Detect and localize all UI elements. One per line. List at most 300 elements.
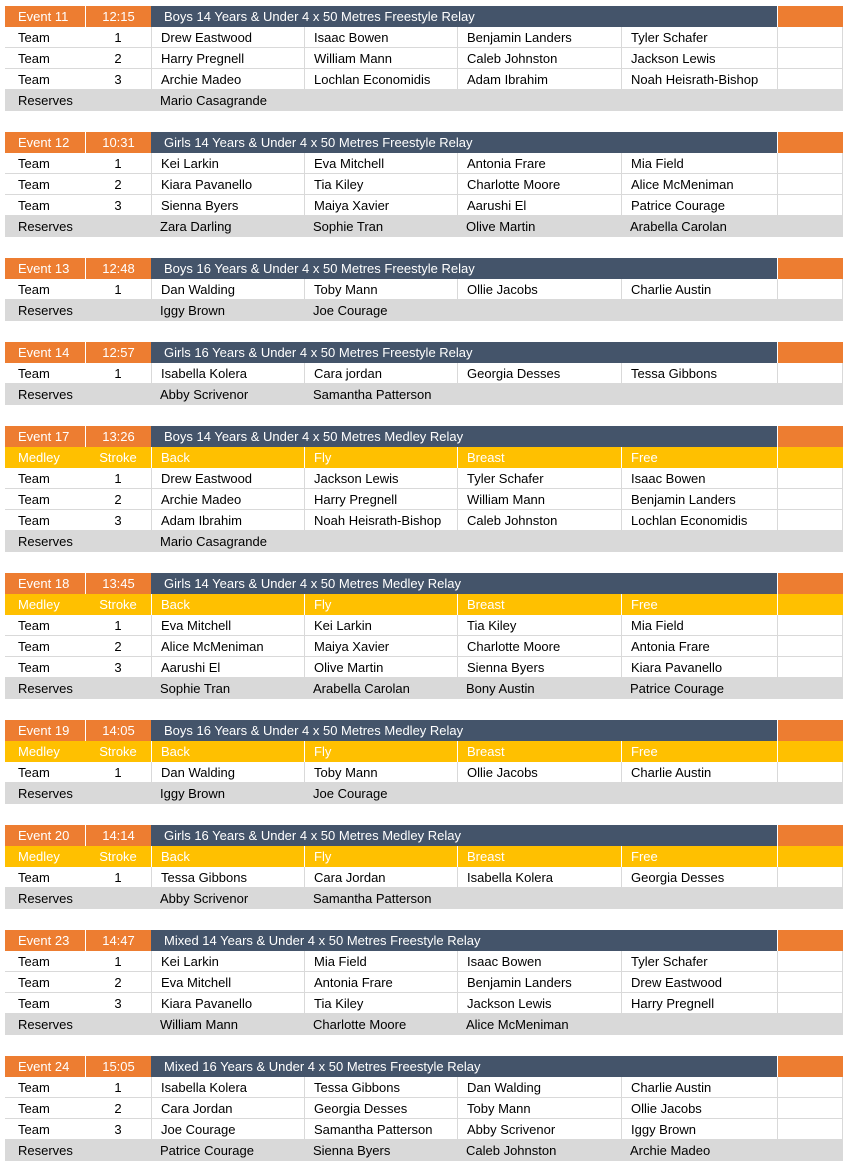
reserves-blank <box>85 678 151 699</box>
team-number: 1 <box>85 468 151 489</box>
team-label: Team <box>5 279 85 300</box>
team-spacer <box>777 174 843 195</box>
swimmer-name: Drew Eastwood <box>621 972 777 993</box>
team-row <box>5 972 843 993</box>
swimmer-name: Eva Mitchell <box>151 615 304 636</box>
stroke-back-label: Back <box>151 846 304 867</box>
team-spacer <box>777 636 843 657</box>
team-number: 1 <box>85 1077 151 1098</box>
stroke-fly-label: Fly <box>304 594 457 615</box>
swimmer-name: Cara Jordan <box>151 1098 304 1119</box>
team-row <box>5 69 843 90</box>
reserve-name <box>621 888 777 909</box>
swimmer-name: Sienna Byers <box>457 657 621 678</box>
swimmer-name: Adam Ibrahim <box>151 510 304 531</box>
reserve-name: Abby Scrivenor <box>160 891 249 906</box>
swimmer-name: Georgia Desses <box>457 363 621 384</box>
swimmer-name: Kiara Pavanello <box>621 657 777 678</box>
event-title: Mixed 14 Years & Under 4 x 50 Metres Freestyle Relay <box>151 930 777 951</box>
reserves-row <box>5 216 843 237</box>
team-label: Team <box>5 972 85 993</box>
swimmer-name: Dan Walding <box>151 762 304 783</box>
swimmer-name: Charlie Austin <box>621 279 777 300</box>
stroke-breast-label: Breast <box>457 846 621 867</box>
reserve-name: Charlotte Moore <box>313 1017 407 1032</box>
header-spacer <box>777 342 843 363</box>
swimmer-name: Maiya Xavier <box>304 636 457 657</box>
event-number: Event 12 <box>5 132 85 153</box>
swimmer-name: Maiya Xavier <box>304 195 457 216</box>
event-title: Boys 14 Years & Under 4 x 50 Metres Medley Relay <box>151 426 777 447</box>
swimmer-name: Benjamin Landers <box>621 489 777 510</box>
swimmer-name: Iggy Brown <box>621 1119 777 1140</box>
stroke-spacer <box>777 594 843 615</box>
event-number: Event 13 <box>5 258 85 279</box>
reserve-name: Bony Austin <box>466 681 535 696</box>
stroke-stroke-label: Stroke <box>99 450 137 465</box>
team-spacer <box>777 489 843 510</box>
swimmer-name: Lochlan Economidis <box>621 510 777 531</box>
event-time: 14:47 <box>85 930 151 951</box>
event-header-row <box>5 6 843 27</box>
stroke-free-label: Free <box>621 741 777 762</box>
swimmer-name: Eva Mitchell <box>151 972 304 993</box>
reserves-row <box>5 531 843 552</box>
team-label: Team <box>5 993 85 1014</box>
swimmer-name: Aarushi El <box>457 195 621 216</box>
team-label: Team <box>5 510 85 531</box>
reserve-name: Patrice Courage <box>630 681 724 696</box>
reserve-name: Samantha Patterson <box>313 387 432 402</box>
reserves-row <box>5 90 843 111</box>
reserve-name <box>621 531 777 552</box>
reserves-spacer <box>777 300 843 321</box>
team-spacer <box>777 510 843 531</box>
team-label: Team <box>5 468 85 489</box>
reserve-name: Arabella Carolan <box>630 219 727 234</box>
team-spacer <box>777 951 843 972</box>
team-row <box>5 468 843 489</box>
reserves-spacer <box>777 384 843 405</box>
event-title: Boys 16 Years & Under 4 x 50 Metres Freestyle Relay <box>151 258 777 279</box>
reserves-row <box>5 888 843 909</box>
team-row <box>5 174 843 195</box>
team-row <box>5 279 843 300</box>
reserve-name: Patrice Courage <box>160 1143 254 1158</box>
reserves-row <box>5 384 843 405</box>
team-number: 2 <box>85 972 151 993</box>
reserves-blank <box>85 1140 151 1161</box>
event-block <box>5 930 843 1035</box>
reserve-name: Olive Martin <box>466 219 536 234</box>
reserve-name <box>457 384 621 405</box>
header-spacer <box>777 930 843 951</box>
reserve-name <box>304 531 457 552</box>
stroke-fly-label: Fly <box>304 741 457 762</box>
event-header-row <box>5 342 843 363</box>
event-time: 14:14 <box>85 825 151 846</box>
reserve-name <box>457 300 621 321</box>
event-header-row <box>5 426 843 447</box>
swimmer-name: Jackson Lewis <box>621 48 777 69</box>
swimmer-name: Isaac Bowen <box>304 27 457 48</box>
header-spacer <box>777 825 843 846</box>
team-number: 3 <box>85 510 151 531</box>
reserve-name: Iggy Brown <box>160 303 226 318</box>
swimmer-name: Kei Larkin <box>151 153 304 174</box>
reserves-blank <box>85 300 151 321</box>
reserves-blank <box>85 90 151 111</box>
event-time: 12:15 <box>85 6 151 27</box>
reserves-row <box>5 300 843 321</box>
team-spacer <box>777 1077 843 1098</box>
reserves-spacer <box>777 1140 843 1161</box>
reserve-name: Samantha Patterson <box>313 891 432 906</box>
event-number: Event 20 <box>5 825 85 846</box>
reserve-name <box>621 300 777 321</box>
event-title: Girls 16 Years & Under 4 x 50 Metres Medley Relay <box>151 825 777 846</box>
swimmer-name: Isabella Kolera <box>457 867 621 888</box>
swimmer-name: Noah Heisrath-Bishop <box>304 510 457 531</box>
swimmer-name: Toby Mann <box>304 762 457 783</box>
event-block <box>5 573 843 699</box>
reserve-name: Sophie Tran <box>160 681 231 696</box>
event-block <box>5 426 843 552</box>
team-row <box>5 615 843 636</box>
reserve-name: Iggy Brown <box>160 786 226 801</box>
reserves-blank <box>85 216 151 237</box>
reserve-name: Alice McMeniman <box>466 1017 569 1032</box>
event-time: 13:26 <box>85 426 151 447</box>
swimmer-name: Joe Courage <box>151 1119 304 1140</box>
header-spacer <box>777 573 843 594</box>
reserves-row <box>5 1140 843 1161</box>
event-header-row <box>5 258 843 279</box>
team-row <box>5 153 843 174</box>
reserve-name <box>457 90 621 111</box>
event-time: 12:57 <box>85 342 151 363</box>
team-spacer <box>777 657 843 678</box>
event-block <box>5 825 843 909</box>
team-label: Team <box>5 27 85 48</box>
stroke-spacer <box>777 447 843 468</box>
stroke-free-label: Free <box>621 594 777 615</box>
swimmer-name: William Mann <box>457 489 621 510</box>
swimmer-name: Tessa Gibbons <box>621 363 777 384</box>
event-time: 14:05 <box>85 720 151 741</box>
swimmer-name: Alice McMeniman <box>621 174 777 195</box>
swimmer-name: Harry Pregnell <box>304 489 457 510</box>
team-number: 3 <box>85 657 151 678</box>
stroke-stroke-label: Stroke <box>99 744 137 759</box>
swimmer-name: Dan Walding <box>457 1077 621 1098</box>
reserves-spacer <box>777 678 843 699</box>
reserves-spacer <box>777 216 843 237</box>
event-header-row <box>5 573 843 594</box>
team-label: Team <box>5 615 85 636</box>
team-number: 1 <box>85 867 151 888</box>
reserve-name: Sophie Tran <box>313 219 384 234</box>
team-row <box>5 951 843 972</box>
team-label: Team <box>5 69 85 90</box>
swimmer-name: Tessa Gibbons <box>304 1077 457 1098</box>
team-spacer <box>777 1098 843 1119</box>
team-spacer <box>777 363 843 384</box>
swimmer-name: Drew Eastwood <box>151 468 304 489</box>
swimmer-name: Samantha Patterson <box>304 1119 457 1140</box>
swimmer-name: Noah Heisrath-Bishop <box>621 69 777 90</box>
team-number: 3 <box>85 69 151 90</box>
event-block <box>5 258 843 321</box>
team-label: Team <box>5 867 85 888</box>
swimmer-name: Abby Scrivenor <box>457 1119 621 1140</box>
swimmer-name: Kei Larkin <box>151 951 304 972</box>
swimmer-name: Ollie Jacobs <box>621 1098 777 1119</box>
header-spacer <box>777 1056 843 1077</box>
reserves-spacer <box>777 90 843 111</box>
reserves-label: Reserves <box>18 219 73 234</box>
swimmer-name: Georgia Desses <box>304 1098 457 1119</box>
team-spacer <box>777 195 843 216</box>
reserves-label: Reserves <box>18 681 73 696</box>
swimmer-name: Toby Mann <box>457 1098 621 1119</box>
swimmer-name: Patrice Courage <box>621 195 777 216</box>
swimmer-name: Kiara Pavanello <box>151 993 304 1014</box>
swimmer-name: Caleb Johnston <box>457 510 621 531</box>
event-title: Girls 14 Years & Under 4 x 50 Metres Medley Relay <box>151 573 777 594</box>
reserve-name: Joe Courage <box>313 786 388 801</box>
reserve-name <box>621 1014 777 1035</box>
swimmer-name: Mia Field <box>621 615 777 636</box>
stroke-header-row <box>5 846 843 867</box>
team-number: 1 <box>85 279 151 300</box>
event-header-row <box>5 132 843 153</box>
reserves-label: Reserves <box>18 303 73 318</box>
swimmer-name: Harry Pregnell <box>151 48 304 69</box>
reserves-label: Reserves <box>18 891 73 906</box>
swimmer-name: Georgia Desses <box>621 867 777 888</box>
header-spacer <box>777 720 843 741</box>
stroke-medley-label: Medley <box>18 744 60 759</box>
team-row <box>5 657 843 678</box>
team-row <box>5 762 843 783</box>
team-number: 1 <box>85 762 151 783</box>
team-label: Team <box>5 363 85 384</box>
team-spacer <box>777 867 843 888</box>
reserves-label: Reserves <box>18 93 73 108</box>
event-time: 10:31 <box>85 132 151 153</box>
stroke-header-row <box>5 447 843 468</box>
team-label: Team <box>5 1119 85 1140</box>
event-title: Girls 16 Years & Under 4 x 50 Metres Freestyle Relay <box>151 342 777 363</box>
reserves-label: Reserves <box>18 1017 73 1032</box>
stroke-medley-label: Medley <box>18 597 60 612</box>
relay-sheet <box>5 6 843 1161</box>
event-number: Event 23 <box>5 930 85 951</box>
stroke-header-row <box>5 741 843 762</box>
event-time: 12:48 <box>85 258 151 279</box>
reserve-name: Abby Scrivenor <box>160 387 249 402</box>
reserves-row <box>5 783 843 804</box>
reserve-name <box>457 783 621 804</box>
event-time: 13:45 <box>85 573 151 594</box>
swimmer-name: Isabella Kolera <box>151 363 304 384</box>
team-label: Team <box>5 48 85 69</box>
team-row <box>5 1119 843 1140</box>
stroke-breast-label: Breast <box>457 594 621 615</box>
reserves-blank <box>85 1014 151 1035</box>
swimmer-name: Caleb Johnston <box>457 48 621 69</box>
reserve-name: Sienna Byers <box>313 1143 391 1158</box>
team-number: 1 <box>85 951 151 972</box>
team-label: Team <box>5 636 85 657</box>
team-label: Team <box>5 657 85 678</box>
team-label: Team <box>5 195 85 216</box>
reserve-name: Mario Casagrande <box>160 93 267 108</box>
team-number: 1 <box>85 363 151 384</box>
stroke-back-label: Back <box>151 594 304 615</box>
reserve-name: Caleb Johnston <box>466 1143 557 1158</box>
team-spacer <box>777 1119 843 1140</box>
team-label: Team <box>5 762 85 783</box>
team-number: 3 <box>85 195 151 216</box>
swimmer-name: Jackson Lewis <box>457 993 621 1014</box>
team-row <box>5 27 843 48</box>
swimmer-name: Archie Madeo <box>151 69 304 90</box>
swimmer-name: Antonia Frare <box>457 153 621 174</box>
reserve-name <box>621 384 777 405</box>
stroke-free-label: Free <box>621 846 777 867</box>
swimmer-name: Tia Kiley <box>457 615 621 636</box>
stroke-back-label: Back <box>151 741 304 762</box>
reserves-spacer <box>777 531 843 552</box>
team-spacer <box>777 972 843 993</box>
event-header-row <box>5 720 843 741</box>
event-title: Girls 14 Years & Under 4 x 50 Metres Freestyle Relay <box>151 132 777 153</box>
team-number: 1 <box>85 27 151 48</box>
swimmer-name: Tyler Schafer <box>621 27 777 48</box>
reserves-blank <box>85 531 151 552</box>
stroke-breast-label: Breast <box>457 741 621 762</box>
swimmer-name: Harry Pregnell <box>621 993 777 1014</box>
event-number: Event 18 <box>5 573 85 594</box>
team-row <box>5 636 843 657</box>
swimmer-name: Olive Martin <box>304 657 457 678</box>
reserve-name: Mario Casagrande <box>160 534 267 549</box>
team-number: 3 <box>85 993 151 1014</box>
swimmer-name: Isabella Kolera <box>151 1077 304 1098</box>
team-label: Team <box>5 951 85 972</box>
team-row <box>5 363 843 384</box>
swimmer-name: Antonia Frare <box>304 972 457 993</box>
team-number: 2 <box>85 48 151 69</box>
swimmer-name: Cara jordan <box>304 363 457 384</box>
swimmer-name: Benjamin Landers <box>457 27 621 48</box>
stroke-breast-label: Breast <box>457 447 621 468</box>
team-row <box>5 867 843 888</box>
reserve-name: Joe Courage <box>313 303 388 318</box>
reserve-name: Arabella Carolan <box>313 681 410 696</box>
swimmer-name: Kei Larkin <box>304 615 457 636</box>
team-spacer <box>777 153 843 174</box>
stroke-stroke-label: Stroke <box>99 597 137 612</box>
stroke-fly-label: Fly <box>304 447 457 468</box>
event-title: Boys 16 Years & Under 4 x 50 Metres Medley Relay <box>151 720 777 741</box>
reserves-label: Reserves <box>18 786 73 801</box>
swimmer-name: Tia Kiley <box>304 174 457 195</box>
reserves-spacer <box>777 1014 843 1035</box>
swimmer-name: Lochlan Economidis <box>304 69 457 90</box>
team-number: 2 <box>85 489 151 510</box>
reserves-blank <box>85 384 151 405</box>
swimmer-name: Archie Madeo <box>151 489 304 510</box>
team-spacer <box>777 279 843 300</box>
reserve-name <box>457 888 621 909</box>
team-label: Team <box>5 153 85 174</box>
swimmer-name: Antonia Frare <box>621 636 777 657</box>
event-block <box>5 6 843 111</box>
swimmer-name: Charlotte Moore <box>457 174 621 195</box>
swimmer-name: Mia Field <box>621 153 777 174</box>
event-number: Event 11 <box>5 6 85 27</box>
swimmer-name: Toby Mann <box>304 279 457 300</box>
event-title: Mixed 16 Years & Under 4 x 50 Metres Freestyle Relay <box>151 1056 777 1077</box>
event-block <box>5 720 843 804</box>
team-row <box>5 48 843 69</box>
swimmer-name: Charlotte Moore <box>457 636 621 657</box>
swimmer-name: Charlie Austin <box>621 1077 777 1098</box>
swimmer-name: Alice McMeniman <box>151 636 304 657</box>
header-spacer <box>777 426 843 447</box>
event-block <box>5 132 843 237</box>
team-spacer <box>777 48 843 69</box>
reserve-name: Archie Madeo <box>630 1143 711 1158</box>
team-label: Team <box>5 174 85 195</box>
team-row <box>5 510 843 531</box>
team-label: Team <box>5 1098 85 1119</box>
stroke-medley-label: Medley <box>18 450 60 465</box>
reserves-spacer <box>777 888 843 909</box>
team-number: 2 <box>85 174 151 195</box>
reserves-label: Reserves <box>18 387 73 402</box>
team-spacer <box>777 468 843 489</box>
event-header-row <box>5 930 843 951</box>
reserve-name <box>457 531 621 552</box>
team-spacer <box>777 993 843 1014</box>
reserve-name <box>304 90 457 111</box>
reserve-name <box>621 783 777 804</box>
team-label: Team <box>5 1077 85 1098</box>
swimmer-name: Drew Eastwood <box>151 27 304 48</box>
header-spacer <box>777 132 843 153</box>
stroke-spacer <box>777 741 843 762</box>
team-number: 1 <box>85 615 151 636</box>
swimmer-name: Benjamin Landers <box>457 972 621 993</box>
stroke-header-row <box>5 594 843 615</box>
team-row <box>5 993 843 1014</box>
stroke-spacer <box>777 846 843 867</box>
event-number: Event 24 <box>5 1056 85 1077</box>
event-time: 15:05 <box>85 1056 151 1077</box>
team-number: 3 <box>85 1119 151 1140</box>
swimmer-name: Tyler Schafer <box>457 468 621 489</box>
stroke-free-label: Free <box>621 447 777 468</box>
team-row <box>5 489 843 510</box>
team-row <box>5 1098 843 1119</box>
swimmer-name: Cara Jordan <box>304 867 457 888</box>
stroke-back-label: Back <box>151 447 304 468</box>
swimmer-name: Kiara Pavanello <box>151 174 304 195</box>
